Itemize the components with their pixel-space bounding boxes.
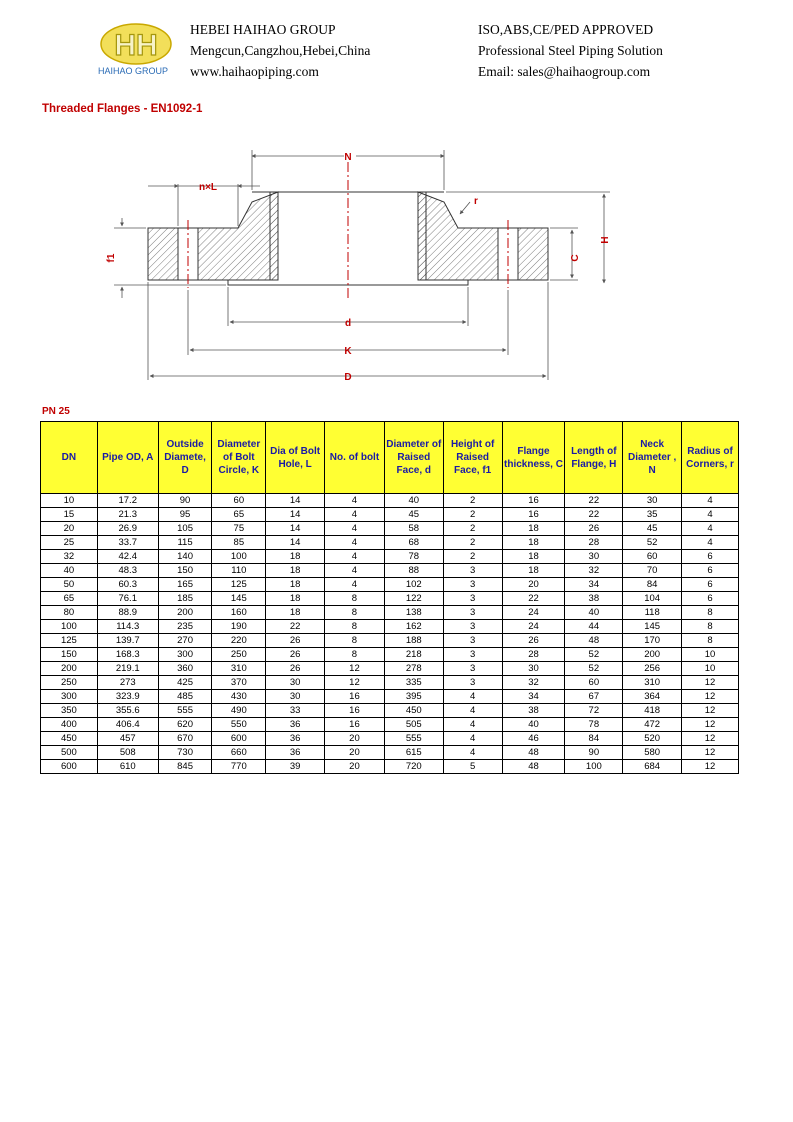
table-cell: 300 xyxy=(158,648,212,662)
table-cell: 3 xyxy=(443,578,502,592)
table-cell: 40 xyxy=(565,606,623,620)
table-cell: 36 xyxy=(266,718,325,732)
table-cell: 418 xyxy=(623,704,682,718)
table-cell: 150 xyxy=(158,564,212,578)
table-cell: 8 xyxy=(325,620,385,634)
table-row xyxy=(41,550,739,564)
table-cell: 485 xyxy=(158,690,212,704)
table-cell: 76.1 xyxy=(97,592,158,606)
table-cell: 2 xyxy=(443,536,502,550)
table-cell: 508 xyxy=(97,746,158,760)
table-cell: 30 xyxy=(623,494,682,508)
table-cell: 220 xyxy=(212,634,266,648)
table-cell: 684 xyxy=(623,760,682,774)
table-row xyxy=(41,508,739,522)
label-r: r xyxy=(474,196,478,207)
table-cell: 100 xyxy=(41,620,98,634)
table-cell: 3 xyxy=(443,662,502,676)
table-row xyxy=(41,746,739,760)
table-cell: 110 xyxy=(212,564,266,578)
table-cell: 26 xyxy=(266,634,325,648)
table-row xyxy=(41,536,739,550)
table-cell: 370 xyxy=(212,676,266,690)
company-info xyxy=(190,19,370,82)
tagline: Professional Steel Piping Solution xyxy=(478,43,663,58)
table-cell: 30 xyxy=(565,550,623,564)
table-cell: 36 xyxy=(266,746,325,760)
table-cell: 28 xyxy=(502,648,565,662)
table-cell: 45 xyxy=(384,508,443,522)
column-header: No. of bolt xyxy=(325,422,385,494)
table-cell: 670 xyxy=(158,732,212,746)
label-c: C xyxy=(570,254,581,262)
table-cell: 360 xyxy=(158,662,212,676)
company-website[interactable]: www.haihaopiping.com xyxy=(190,64,319,79)
table-cell: 139.7 xyxy=(97,634,158,648)
table-cell: 12 xyxy=(325,662,385,676)
table-cell: 12 xyxy=(682,760,739,774)
table-cell: 84 xyxy=(565,732,623,746)
table-cell: 4 xyxy=(443,718,502,732)
table-cell: 16 xyxy=(502,494,565,508)
table-cell: 18 xyxy=(502,522,565,536)
label-h: H xyxy=(600,236,611,244)
table-cell: 600 xyxy=(41,760,98,774)
table-row xyxy=(41,522,739,536)
table-cell: 140 xyxy=(158,550,212,564)
table-cell: 40 xyxy=(41,564,98,578)
table-cell: 28 xyxy=(565,536,623,550)
table-cell: 3 xyxy=(443,634,502,648)
table-cell: 364 xyxy=(623,690,682,704)
table-row xyxy=(41,606,739,620)
table-cell: 505 xyxy=(384,718,443,732)
table-cell: 16 xyxy=(325,690,385,704)
table-cell: 4 xyxy=(443,704,502,718)
table-cell: 33.7 xyxy=(97,536,158,550)
column-header: Radius of Corners, r xyxy=(682,422,739,494)
table-cell: 2 xyxy=(443,494,502,508)
table-cell: 4 xyxy=(325,494,385,508)
table-cell: 200 xyxy=(158,606,212,620)
table-cell: 24 xyxy=(502,620,565,634)
table-cell: 18 xyxy=(502,536,565,550)
table-cell: 22 xyxy=(565,494,623,508)
table-cell: 4 xyxy=(682,536,739,550)
table-cell: 200 xyxy=(41,662,98,676)
company-address: Mengcun,Cangzhou,Hebei,China xyxy=(190,43,371,58)
table-cell: 4 xyxy=(682,522,739,536)
table-cell: 270 xyxy=(158,634,212,648)
table-cell: 620 xyxy=(158,718,212,732)
table-cell: 38 xyxy=(565,592,623,606)
table-cell: 200 xyxy=(623,648,682,662)
table-cell: 26.9 xyxy=(97,522,158,536)
table-cell: 60 xyxy=(212,494,266,508)
table-cell: 6 xyxy=(682,592,739,606)
company-contact xyxy=(478,19,663,82)
table-cell: 22 xyxy=(502,592,565,606)
table-cell: 160 xyxy=(212,606,266,620)
table-cell: 20 xyxy=(502,578,565,592)
table-cell: 12 xyxy=(682,690,739,704)
table-row xyxy=(41,592,739,606)
table-cell: 118 xyxy=(623,606,682,620)
table-cell: 14 xyxy=(266,536,325,550)
table-cell: 8 xyxy=(325,648,385,662)
table-cell: 3 xyxy=(443,620,502,634)
table-cell: 36 xyxy=(266,732,325,746)
table-cell: 20 xyxy=(325,732,385,746)
table-cell: 26 xyxy=(266,648,325,662)
table-row xyxy=(41,578,739,592)
table-cell: 20 xyxy=(325,746,385,760)
table-cell: 125 xyxy=(212,578,266,592)
table-row xyxy=(41,676,739,690)
table-cell: 18 xyxy=(502,550,565,564)
table-cell: 78 xyxy=(565,718,623,732)
table-row xyxy=(41,648,739,662)
table-cell: 70 xyxy=(623,564,682,578)
table-cell: 18 xyxy=(266,550,325,564)
table-cell: 355.6 xyxy=(97,704,158,718)
table-cell: 52 xyxy=(565,648,623,662)
label-d: D xyxy=(344,372,352,383)
table-cell: 72 xyxy=(565,704,623,718)
table-cell: 14 xyxy=(266,494,325,508)
table-cell: 46 xyxy=(502,732,565,746)
table-cell: 8 xyxy=(325,634,385,648)
table-cell: 90 xyxy=(565,746,623,760)
table-cell: 730 xyxy=(158,746,212,760)
table-cell: 250 xyxy=(212,648,266,662)
table-cell: 85 xyxy=(212,536,266,550)
table-cell: 45 xyxy=(623,522,682,536)
table-cell: 104 xyxy=(623,592,682,606)
table-cell: 48 xyxy=(502,746,565,760)
table-cell: 30 xyxy=(266,676,325,690)
table-cell: 188 xyxy=(384,634,443,648)
table-cell: 10 xyxy=(41,494,98,508)
table-cell: 22 xyxy=(565,508,623,522)
table-cell: 48 xyxy=(502,760,565,774)
table-cell: 165 xyxy=(158,578,212,592)
table-cell: 40 xyxy=(384,494,443,508)
column-header: Height of Raised Face, f1 xyxy=(443,422,502,494)
table-cell: 2 xyxy=(443,522,502,536)
table-cell: 310 xyxy=(212,662,266,676)
table-cell: 75 xyxy=(212,522,266,536)
table-cell: 335 xyxy=(384,676,443,690)
table-cell: 125 xyxy=(41,634,98,648)
table-cell: 15 xyxy=(41,508,98,522)
table-cell: 78 xyxy=(384,550,443,564)
table-cell: 34 xyxy=(502,690,565,704)
table-cell: 12 xyxy=(682,718,739,732)
table-cell: 24 xyxy=(502,606,565,620)
table-cell: 30 xyxy=(266,690,325,704)
table-cell: 8 xyxy=(325,592,385,606)
table-cell: 770 xyxy=(212,760,266,774)
table-cell: 26 xyxy=(502,634,565,648)
table-row xyxy=(41,732,739,746)
table-cell: 12 xyxy=(682,746,739,760)
table-cell: 6 xyxy=(682,564,739,578)
table-cell: 68 xyxy=(384,536,443,550)
table-cell: 600 xyxy=(212,732,266,746)
table-cell: 102 xyxy=(384,578,443,592)
table-cell: 425 xyxy=(158,676,212,690)
table-cell: 48.3 xyxy=(97,564,158,578)
table-cell: 100 xyxy=(212,550,266,564)
table-cell: 39 xyxy=(266,760,325,774)
table-body xyxy=(41,494,739,774)
table-cell: 65 xyxy=(41,592,98,606)
table-cell: 30 xyxy=(502,662,565,676)
table-row xyxy=(41,718,739,732)
table-cell: 50 xyxy=(41,578,98,592)
label-nxl: n×L xyxy=(198,182,218,193)
table-cell: 34 xyxy=(565,578,623,592)
table-cell: 100 xyxy=(565,760,623,774)
table-cell: 457 xyxy=(97,732,158,746)
table-cell: 162 xyxy=(384,620,443,634)
table-row xyxy=(41,690,739,704)
table-cell: 26 xyxy=(565,522,623,536)
column-header: Neck Diameter , N xyxy=(623,422,682,494)
table-cell: 3 xyxy=(443,676,502,690)
table-cell: 18 xyxy=(266,592,325,606)
table-cell: 16 xyxy=(325,704,385,718)
table-cell: 310 xyxy=(623,676,682,690)
table-cell: 185 xyxy=(158,592,212,606)
table-cell: 500 xyxy=(41,746,98,760)
table-cell: 490 xyxy=(212,704,266,718)
logo-text: HH xyxy=(114,29,158,62)
table-row xyxy=(41,662,739,676)
flange-drawing xyxy=(100,140,630,390)
table-cell: 145 xyxy=(623,620,682,634)
table-cell: 150 xyxy=(41,648,98,662)
table-cell: 18 xyxy=(266,564,325,578)
table-cell: 60 xyxy=(623,550,682,564)
table-cell: 32 xyxy=(565,564,623,578)
table-row xyxy=(41,564,739,578)
table-cell: 52 xyxy=(565,662,623,676)
table-cell: 25 xyxy=(41,536,98,550)
column-header: Diameter of Raised Face, d xyxy=(384,422,443,494)
table-cell: 105 xyxy=(158,522,212,536)
approvals: ISO,ABS,CE/PED APPROVED xyxy=(478,22,654,37)
table-cell: 20 xyxy=(41,522,98,536)
table-cell: 122 xyxy=(384,592,443,606)
table-cell: 32 xyxy=(502,676,565,690)
table-cell: 16 xyxy=(502,508,565,522)
table-cell: 2 xyxy=(443,550,502,564)
table-cell: 580 xyxy=(623,746,682,760)
table-cell: 58 xyxy=(384,522,443,536)
table-cell: 3 xyxy=(443,564,502,578)
table-cell: 300 xyxy=(41,690,98,704)
table-cell: 170 xyxy=(623,634,682,648)
table-cell: 218 xyxy=(384,648,443,662)
table-cell: 18 xyxy=(266,606,325,620)
table-cell: 60.3 xyxy=(97,578,158,592)
table-cell: 114.3 xyxy=(97,620,158,634)
column-header: Pipe OD, A xyxy=(97,422,158,494)
table-cell: 20 xyxy=(325,760,385,774)
table-cell: 550 xyxy=(212,718,266,732)
table-cell: 520 xyxy=(623,732,682,746)
table-cell: 38 xyxy=(502,704,565,718)
table-cell: 720 xyxy=(384,760,443,774)
table-cell: 472 xyxy=(623,718,682,732)
table-cell: 35 xyxy=(623,508,682,522)
table-cell: 6 xyxy=(682,550,739,564)
table-cell: 395 xyxy=(384,690,443,704)
table-cell: 12 xyxy=(325,676,385,690)
label-d-small: d xyxy=(344,318,352,329)
table-cell: 555 xyxy=(158,704,212,718)
table-cell: 219.1 xyxy=(97,662,158,676)
table-cell: 40 xyxy=(502,718,565,732)
table-cell: 450 xyxy=(384,704,443,718)
table-cell: 26 xyxy=(266,662,325,676)
page-header xyxy=(0,0,793,90)
pressure-class-label: PN 25 xyxy=(42,406,70,417)
table-cell: 3 xyxy=(443,606,502,620)
table-cell: 21.3 xyxy=(97,508,158,522)
table-cell: 44 xyxy=(565,620,623,634)
table-cell: 95 xyxy=(158,508,212,522)
table-cell: 5 xyxy=(443,760,502,774)
table-cell: 33 xyxy=(266,704,325,718)
table-cell: 4 xyxy=(325,550,385,564)
table-cell: 430 xyxy=(212,690,266,704)
column-header: Flange thickness, C xyxy=(502,422,565,494)
table-cell: 278 xyxy=(384,662,443,676)
table-cell: 4 xyxy=(443,746,502,760)
table-cell: 48 xyxy=(565,634,623,648)
table-cell: 2 xyxy=(443,508,502,522)
table-cell: 3 xyxy=(443,648,502,662)
table-cell: 115 xyxy=(158,536,212,550)
column-header: Outside Diamete, D xyxy=(158,422,212,494)
table-header-row xyxy=(41,422,739,494)
table-cell: 32 xyxy=(41,550,98,564)
table-cell: 555 xyxy=(384,732,443,746)
table-cell: 450 xyxy=(41,732,98,746)
table-cell: 4 xyxy=(325,564,385,578)
company-name: HEBEI HAIHAO GROUP xyxy=(190,22,336,37)
table-row xyxy=(41,494,739,508)
table-cell: 67 xyxy=(565,690,623,704)
table-cell: 3 xyxy=(443,592,502,606)
flange-spec-table xyxy=(40,421,739,774)
table-cell: 12 xyxy=(682,676,739,690)
table-cell: 4 xyxy=(325,522,385,536)
table-cell: 6 xyxy=(682,578,739,592)
column-header: Diameter of Bolt Circle, K xyxy=(212,422,266,494)
table-cell: 90 xyxy=(158,494,212,508)
table-cell: 52 xyxy=(623,536,682,550)
table-cell: 4 xyxy=(443,690,502,704)
table-cell: 610 xyxy=(97,760,158,774)
table-cell: 18 xyxy=(266,578,325,592)
logo-caption: HAIHAO GROUP xyxy=(98,66,169,76)
column-header: Dia of Bolt Hole, L xyxy=(266,422,325,494)
table-cell: 406.4 xyxy=(97,718,158,732)
table-cell: 12 xyxy=(682,704,739,718)
label-f1: f1 xyxy=(106,253,117,263)
table-cell: 845 xyxy=(158,760,212,774)
document-title: Threaded Flanges - EN1092-1 xyxy=(42,103,203,115)
table-cell: 235 xyxy=(158,620,212,634)
table-cell: 615 xyxy=(384,746,443,760)
table-row xyxy=(41,634,739,648)
table-cell: 138 xyxy=(384,606,443,620)
table-cell: 4 xyxy=(325,536,385,550)
table-cell: 10 xyxy=(682,648,739,662)
table-row xyxy=(41,704,739,718)
table-row xyxy=(41,620,739,634)
table-cell: 256 xyxy=(623,662,682,676)
table-cell: 8 xyxy=(682,606,739,620)
table-cell: 190 xyxy=(212,620,266,634)
table-cell: 16 xyxy=(325,718,385,732)
table-cell: 273 xyxy=(97,676,158,690)
table-cell: 250 xyxy=(41,676,98,690)
table-cell: 84 xyxy=(623,578,682,592)
table-cell: 80 xyxy=(41,606,98,620)
table-cell: 18 xyxy=(502,564,565,578)
column-header: DN xyxy=(41,422,98,494)
table-cell: 323.9 xyxy=(97,690,158,704)
label-n: N xyxy=(344,152,352,163)
contact-email[interactable]: Email: sales@haihaogroup.com xyxy=(478,64,651,79)
table-cell: 65 xyxy=(212,508,266,522)
table-cell: 12 xyxy=(682,732,739,746)
table-cell: 88.9 xyxy=(97,606,158,620)
table-cell: 14 xyxy=(266,508,325,522)
table-cell: 168.3 xyxy=(97,648,158,662)
table-cell: 17.2 xyxy=(97,494,158,508)
table-cell: 22 xyxy=(266,620,325,634)
table-cell: 10 xyxy=(682,662,739,676)
table-cell: 60 xyxy=(565,676,623,690)
column-header: Length of Flange, H xyxy=(565,422,623,494)
table-cell: 8 xyxy=(325,606,385,620)
table-cell: 4 xyxy=(325,508,385,522)
table-cell: 14 xyxy=(266,522,325,536)
table-cell: 4 xyxy=(325,578,385,592)
table-row xyxy=(41,760,739,774)
table-cell: 660 xyxy=(212,746,266,760)
table-cell: 88 xyxy=(384,564,443,578)
table-cell: 400 xyxy=(41,718,98,732)
table-cell: 4 xyxy=(443,732,502,746)
table-cell: 42.4 xyxy=(97,550,158,564)
table-cell: 4 xyxy=(682,494,739,508)
table-cell: 8 xyxy=(682,620,739,634)
table-cell: 145 xyxy=(212,592,266,606)
table-cell: 350 xyxy=(41,704,98,718)
label-k: K xyxy=(344,346,352,357)
table-cell: 4 xyxy=(682,508,739,522)
table-cell: 8 xyxy=(682,634,739,648)
